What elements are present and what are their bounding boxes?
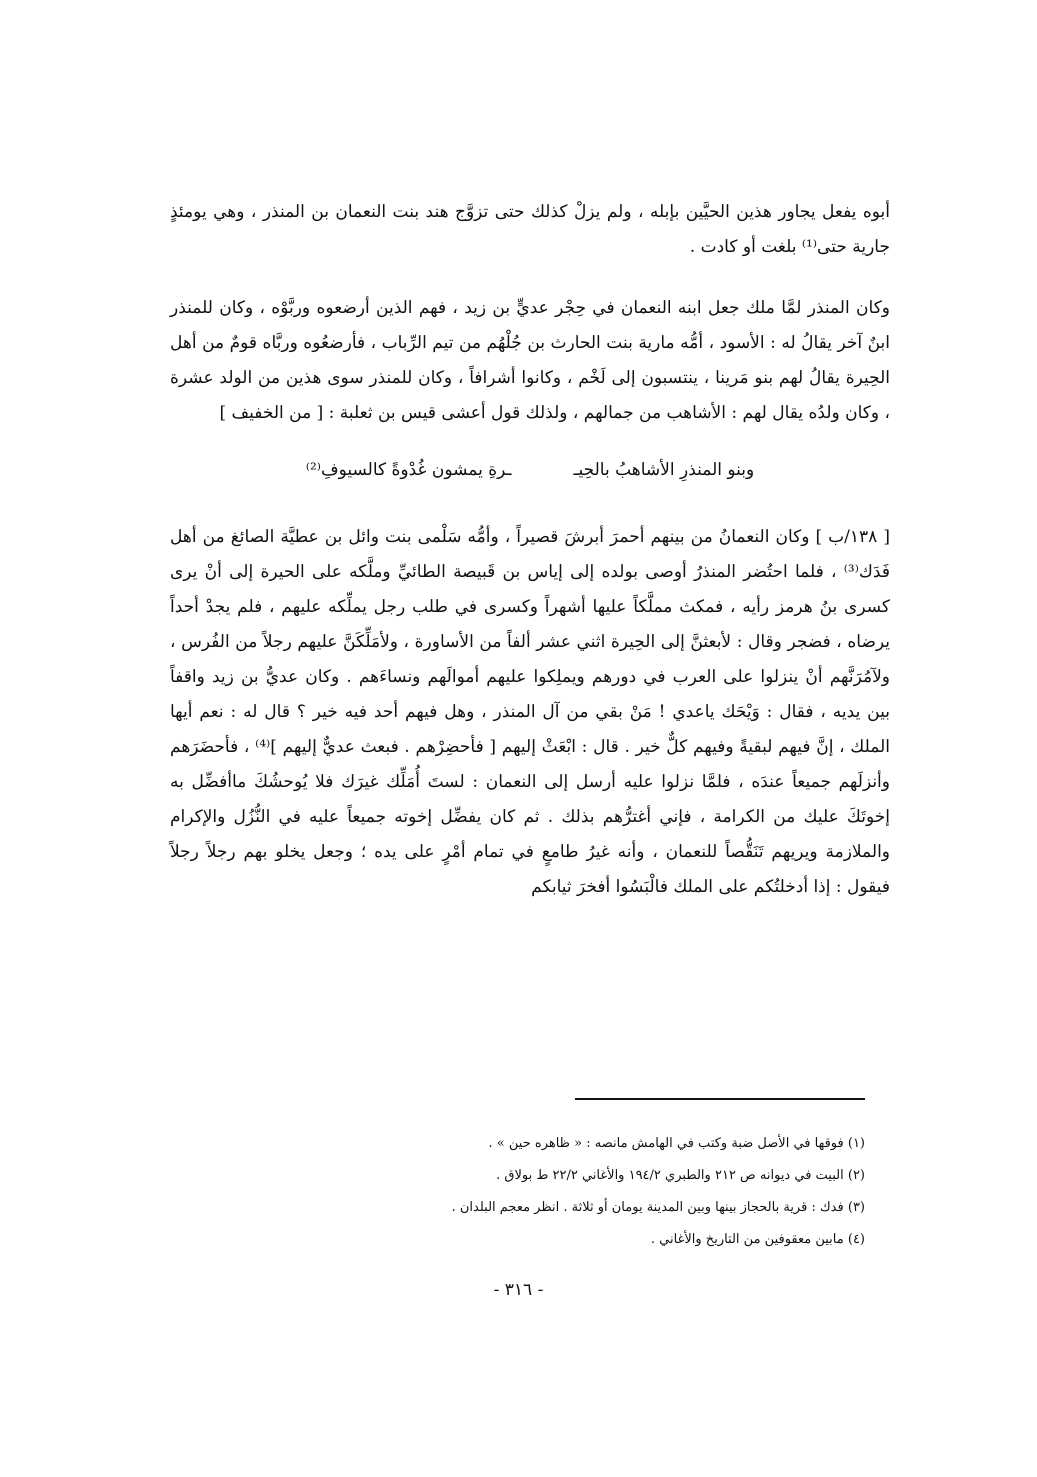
footnote-1: (١) فوقها في الأصل ضبة وكتب في الهامش مانصه : « ظاهره حين » .: [488, 1136, 865, 1151]
main-text: [170, 195, 890, 931]
paragraph-1: أبوه يفعل يجاور هذين الحيَّين بإبله ، ولم يزلْ كذلك حتى تزوَّج هند بنت النعمان بن المنذر ، وهي يومئذٍ جارية حتى⁽¹⁾ بلغت أو كادت .: [170, 202, 890, 257]
paragraph-2: وكان المنذر لمَّا ملك جعل ابنه النعمان في حِجْر عديٍّ بن زيد ، فهم الذين أرضعوه وربَّوْه ، وكان للمنذر ابنٌ آخر يقالُ له : الأسود ، أمُّه مارية بنت الحارث بن جُلْهُم من تيم الرِّباب ، فأرضعُوه وربَّاه قومٌ من أهل الحِيرة يقالُ لهم بنو مَرينا ، ينتسبون إلى لَخْم ، وكانوا أشرافاً ، وكان للمنذر سوى هذين من الولد عشرة ، وكان ولدُه يقال لهم : الأشاهب من جمالهم ، ولذلك قول أعشى قيس بن ثعلبة : [ من الخفيف ]: [170, 298, 890, 423]
footnote-2: (٢) البيت في ديوانه ص ٢١٢ والطبري ١٩٤/٢ والأغاني ٢٢/٢ ط بولاق .: [496, 1168, 865, 1183]
page-number: - ٣١٦ -: [493, 1280, 544, 1300]
footnote-3: (٣) فدك : قرية بالحجاز بينها وبين المدينة يومان أو ثلاثة . انظر معجم البلدان .: [451, 1200, 865, 1215]
verse-second-hemistich: ـرةِ يمشون غُدْوةً كالسيوفِ⁽²⁾: [305, 460, 512, 480]
footnote-4: (٤) مابين معقوفين من التاريخ والأغاني .: [650, 1232, 865, 1247]
verse-first-hemistich: وبنو المنذرِ الأشاهبُ بالحِيـ: [573, 460, 755, 480]
footnotes: [170, 1128, 865, 1256]
paragraph-3: [ ١٣٨/ب ] وكان النعمانُ من بينهم أحمرَ أبرشَ قصيراً ، وأمُّه سَلْمى بنت وائل بن عطيَّة الصائغ من أهل فَدَك⁽³⁾ ، فلما احتُضر المنذرُ أوصى بولده إلى إياس بن قَبيصة الطائيِّ وملَّكه على الحيرة إلى أنْ يرى كسرى بنُ هرمز رأيه ، فمكث مملَّكاً عليها أشهراً وكسرى في طلب رجل يملِّكه عليهم ، فلم يجدْ أحداً يرضاه ، فضجر وقال : لأبعثنَّ إلى الحِيرة اثني عشر ألفاً من الأساورة ، ولأمَلِّكَنَّ عليهم رجلاً من الفُرس ، ولآمُرَنَّهم أنْ ينزلوا على العرب في دورهم ويملِكوا عليهم أموالَهم ونساءَهم . وكان عديُّ بن زيد واقفاً بين يديه ، فقال : وَيْحَك ياعدي ! مَنْ بقي من آل المنذر ، وهل فيهم أحد فيه خير ؟ قال له : نعم أيها الملك ، إنَّ فيهم لبقيةً وفيهم كلٌّ خير . قال : ابْعَثْ إليهم [ فأحضِرْهم . فبعث عديٌّ إليهم ]⁽⁴⁾ ، فأحضَرَهم وأنزلَهم جميعاً عندَه ، فلمَّا نزلوا عليه أرسل إلى النعمان : لستَ أُمَلِّك غيرَك فلا يُوحشُكَ ماأفضِّل به إخوتَكَ عليك من الكرامة ، فإني أغترُّهم بذلك . ثم كان يفضِّل إخوته جميعاً عليه في النُّزُل والإكرام والملازمة ويريهم تَنَقُّصاً للنعمان ، وأنه غيرُ طامعٍ في تمام أمْرٍ على يده ؛ وجعل يخلو بهم رجلاً رجلاً فيقول : إذا أدخلتُكم على الملك فالْبَسُوا أفخرَ ثيابكم: [170, 527, 890, 897]
poetry-verse: [170, 453, 890, 488]
footnote-separator: [575, 1098, 865, 1100]
